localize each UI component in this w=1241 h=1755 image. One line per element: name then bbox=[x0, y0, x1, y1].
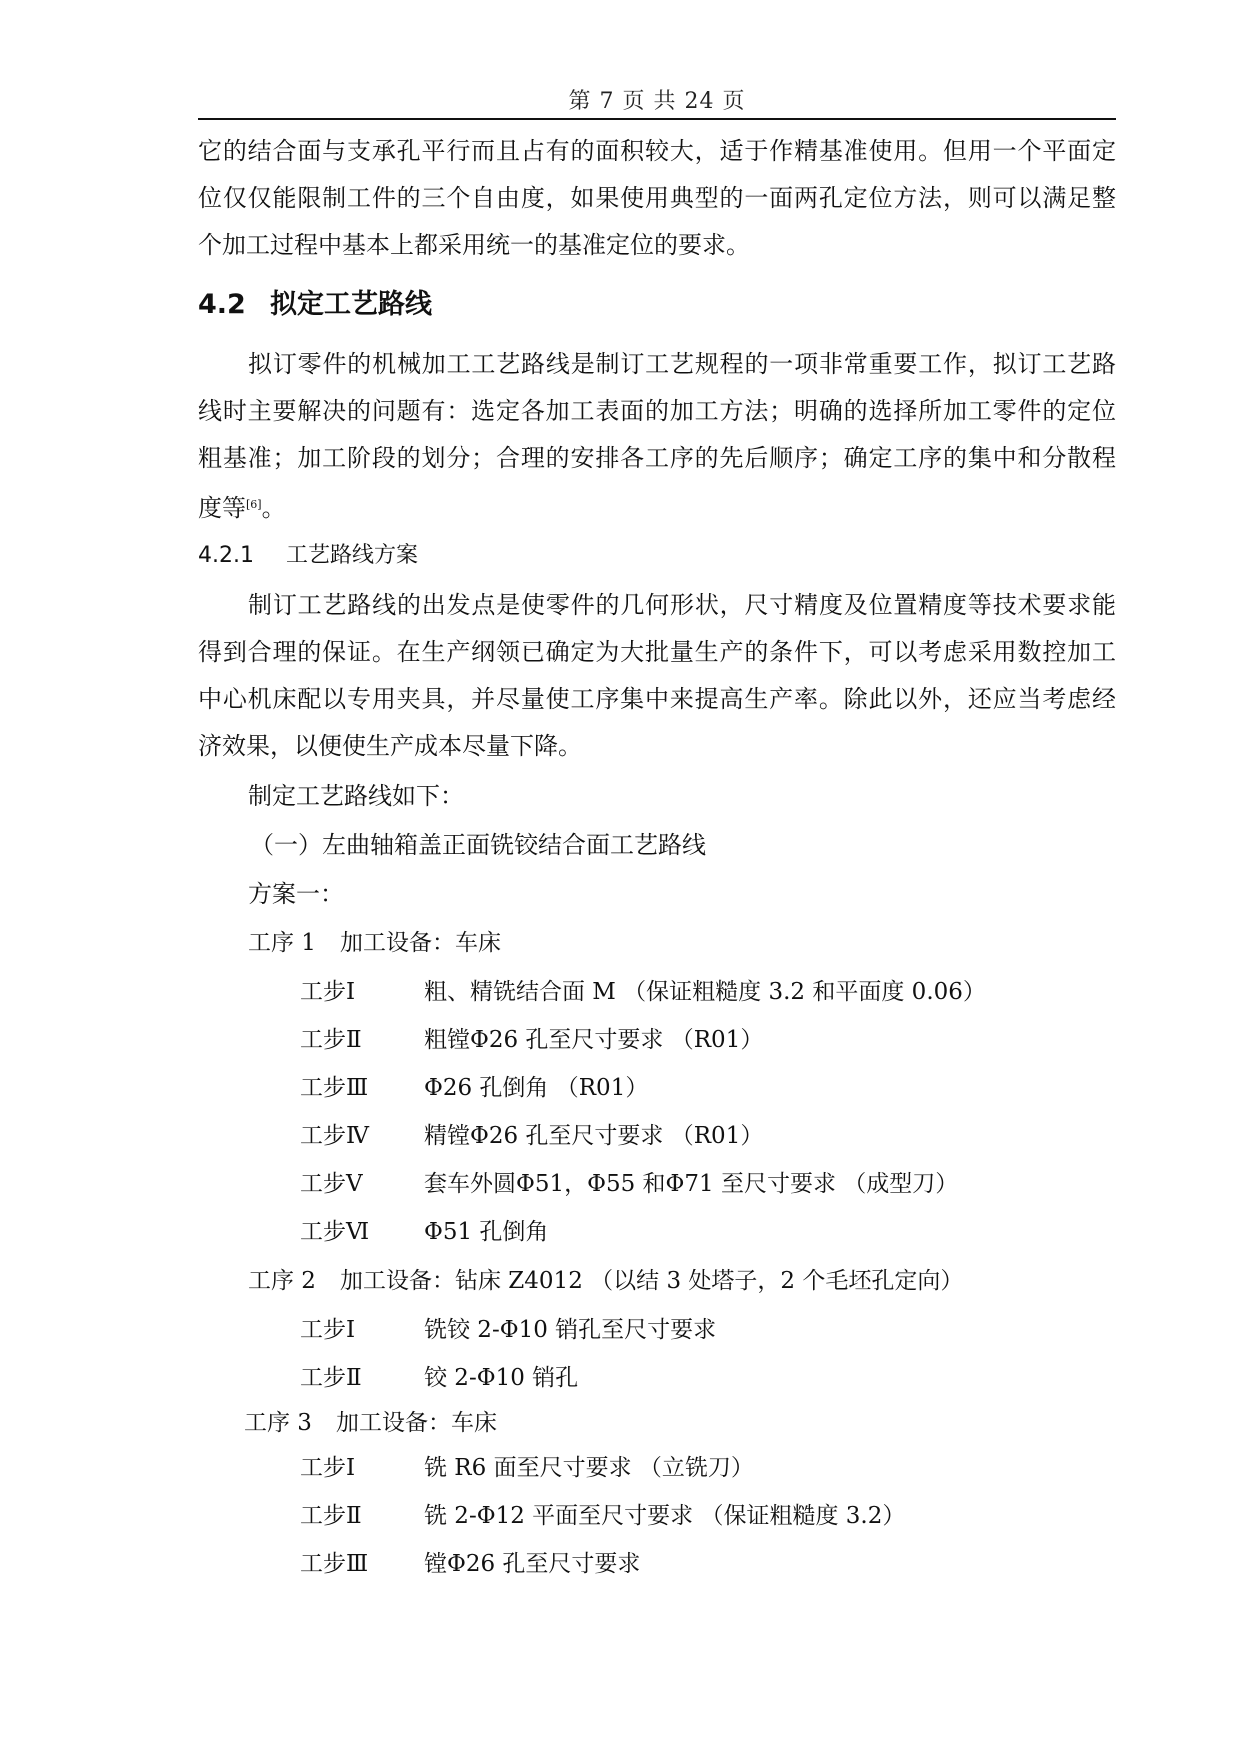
step-label: 工步Ⅴ bbox=[300, 1171, 363, 1197]
subsection-number: 4.2.1 bbox=[198, 543, 254, 568]
header-rule bbox=[198, 118, 1116, 120]
step-desc: 精镗Φ26 孔至尺寸要求 （R01） bbox=[424, 1123, 764, 1149]
process-1 bbox=[248, 928, 501, 958]
step-row bbox=[300, 1549, 640, 1579]
paragraph-line: 拟订零件的机械加工工艺路线是制订工艺规程的一项非常重要工作，拟订工艺路 bbox=[248, 350, 1116, 378]
step-row bbox=[300, 1315, 716, 1345]
paragraph-line: 线时主要解决的问题有：选定各加工表面的加工方法；明确的选择所加工零件的定位 bbox=[198, 397, 1116, 425]
process-2 bbox=[248, 1266, 963, 1296]
process-label: 工序 1 bbox=[248, 930, 316, 956]
step-row bbox=[300, 1025, 763, 1055]
step-desc: 铣铰 2-Φ10 销孔至尺寸要求 bbox=[424, 1317, 717, 1343]
plan-label: 方案一： bbox=[248, 880, 344, 908]
paragraph-text: 度等 bbox=[198, 494, 246, 522]
step-label: 工步Ⅳ bbox=[300, 1123, 369, 1149]
step-row bbox=[300, 1363, 578, 1393]
step-label: 工步Ⅲ bbox=[300, 1551, 369, 1577]
step-desc: 镗Φ26 孔至尺寸要求 bbox=[424, 1551, 641, 1577]
process-desc: 加工设备：钻床 Z4012 （以结 3 处塔子，2 个毛坯孔定向） bbox=[340, 1268, 964, 1294]
citation: [6] bbox=[246, 498, 262, 511]
step-desc: 粗镗Φ26 孔至尺寸要求 （R01） bbox=[424, 1027, 764, 1053]
route-intro: 制定工艺路线如下： bbox=[248, 782, 464, 810]
step-label: 工步Ⅲ bbox=[300, 1075, 369, 1101]
subsection-title: 工艺路线方案 bbox=[286, 543, 419, 568]
step-desc: 铣 2-Φ12 平面至尺寸要求 （保证粗糙度 3.2） bbox=[424, 1503, 906, 1529]
paragraph-line: 位仅仅能限制工件的三个自由度，如果使用典型的一面两孔定位方法，则可以满足整 bbox=[198, 184, 1116, 212]
step-label: 工步Ⅱ bbox=[300, 1365, 362, 1391]
step-label: 工步Ⅱ bbox=[300, 1027, 362, 1053]
step-row bbox=[300, 1121, 763, 1151]
step-desc: 粗、精铣结合面 M （保证粗糙度 3.2 和平面度 0.06） bbox=[424, 979, 986, 1005]
section-title: 拟定工艺路线 bbox=[270, 289, 432, 320]
subsection-heading bbox=[198, 541, 418, 571]
paragraph-line: 个加工过程中基本上都采用统一的基准定位的要求。 bbox=[198, 231, 750, 259]
process-desc: 加工设备：车床 bbox=[336, 1410, 497, 1436]
end-mark: 。 bbox=[261, 494, 286, 522]
step-desc: 套车外圆Φ51，Φ55 和Φ71 至尺寸要求 （成型刀） bbox=[424, 1171, 959, 1197]
section-heading bbox=[198, 288, 432, 322]
process-label: 工序 2 bbox=[248, 1268, 316, 1294]
paragraph-line: 制订工艺路线的出发点是使零件的几何形状，尺寸精度及位置精度等技术要求能 bbox=[248, 591, 1116, 619]
step-desc: 铣 R6 面至尺寸要求 （立铣刀） bbox=[424, 1455, 754, 1481]
paragraph-line: 得到合理的保证。在生产纲领已确定为大批量生产的条件下，可以考虑采用数控加工 bbox=[198, 638, 1116, 666]
step-label: 工步Ⅰ bbox=[300, 1317, 356, 1343]
route-title: （一）左曲轴箱盖正面铣铰结合面工艺路线 bbox=[250, 831, 706, 859]
process-3 bbox=[244, 1408, 497, 1438]
page-header: 第 7 页 共 24 页 bbox=[568, 89, 746, 114]
step-desc: 铰 2-Φ10 销孔 bbox=[424, 1365, 579, 1391]
step-desc: Φ51 孔倒角 bbox=[424, 1219, 549, 1245]
step-row bbox=[300, 1073, 648, 1103]
step-row bbox=[300, 977, 986, 1007]
step-row bbox=[300, 1453, 754, 1483]
step-row bbox=[300, 1501, 905, 1531]
paragraph-line bbox=[198, 490, 286, 523]
paragraph-line: 它的结合面与支承孔平行而且占有的面积较大，适于作精基准使用。但用一个平面定 bbox=[198, 137, 1116, 165]
process-desc: 加工设备：车床 bbox=[340, 930, 501, 956]
step-row bbox=[300, 1217, 548, 1247]
step-desc: Φ26 孔倒角 （R01） bbox=[424, 1075, 649, 1101]
step-label: 工步Ⅵ bbox=[300, 1219, 370, 1245]
step-label: 工步Ⅰ bbox=[300, 979, 356, 1005]
process-label: 工序 3 bbox=[244, 1410, 312, 1436]
paragraph-line: 中心机床配以专用夹具，并尽量使工序集中来提高生产率。除此以外，还应当考虑经 bbox=[198, 685, 1116, 713]
section-number: 4.2 bbox=[198, 289, 246, 320]
paragraph-line: 济效果，以便使生产成本尽量下降。 bbox=[198, 732, 582, 760]
paragraph-line: 粗基准；加工阶段的划分；合理的安排各工序的先后顺序；确定工序的集中和分散程 bbox=[198, 444, 1116, 472]
step-label: 工步Ⅰ bbox=[300, 1455, 356, 1481]
step-label: 工步Ⅱ bbox=[300, 1503, 362, 1529]
step-row bbox=[300, 1169, 958, 1199]
